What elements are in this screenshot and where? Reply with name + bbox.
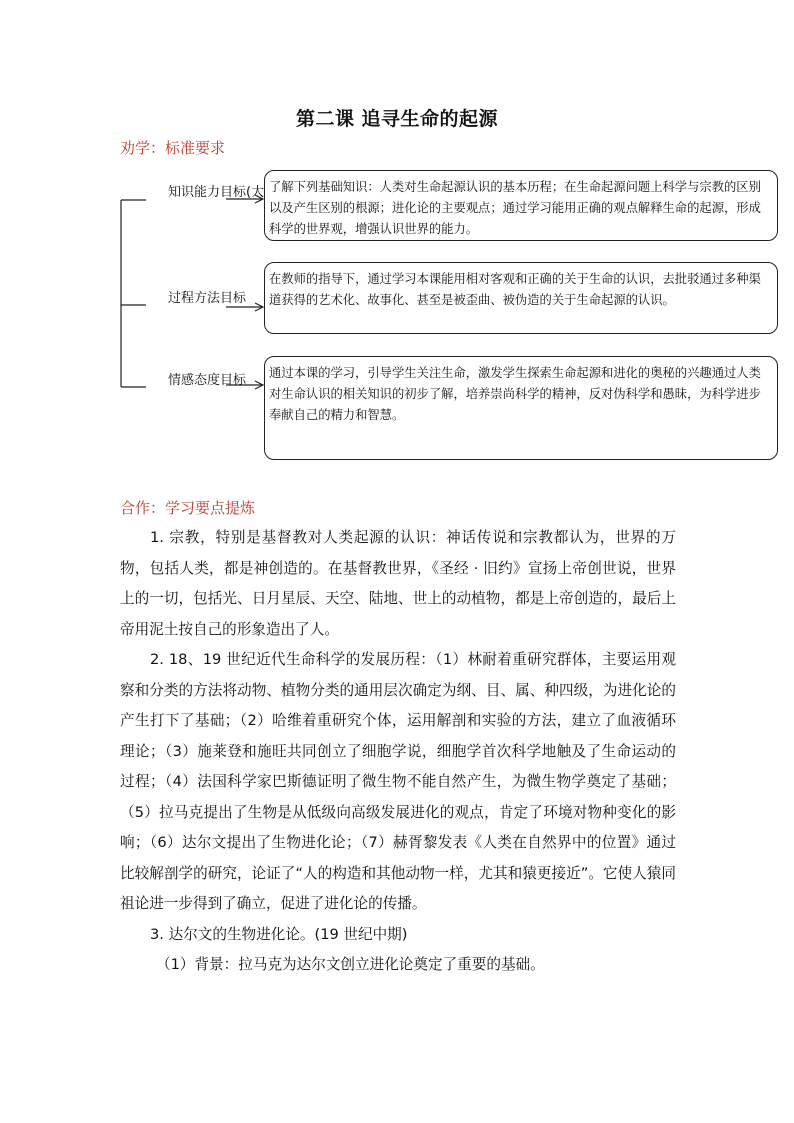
paragraph-background: （1）背景：拉马克为达尔文创立进化论奠定了重要的基础。 bbox=[156, 956, 545, 973]
section-heading-key-points: 合作：学习要点提炼 bbox=[120, 499, 256, 517]
goal-box-attitude: 通过本课的学习，引导学生关注生命，激发学生探索生命起源和进化的奥秘的兴趣通过人类对生命认识的相关知识的初步了解，培养崇尚科学的精神，反对伪科学和愚昧，为科学进步奉献自己的精力和智慧。 bbox=[264, 356, 778, 460]
paragraph-darwin-heading: 3. 达尔文的生物进化论。(19 世纪中期) bbox=[150, 925, 408, 943]
page-title: 第二课 追寻生命的起源 bbox=[295, 108, 499, 130]
goal-label-attitude: 情感态度目标 bbox=[168, 373, 247, 388]
goal-box-knowledge: 了解下列基础知识：人类对生命起源认识的基本历程；在生命起源问题上科学与宗教的区别以及产生区别的根源；进化论的主要观点；通过学习能用正确的观点解释生命的起源，形成科学的世界观，增强认识世界的能力。 bbox=[264, 170, 778, 241]
paragraph-religion: 1. 宗教，特别是基督教对人类起源的认识：神话传说和宗教都认为，世界的万物，包括人类，都是神创造的。在基督教世界，《圣经 · 旧约》宣扬上帝创世说，世界上的一切，包括光、日月星辰、天空、陆地、世上的动植物，都是上帝创造的，最后上帝用泥土按自己的形象造出了人。 bbox=[120, 529, 676, 638]
goal-label-process: 过程方法目标 bbox=[168, 291, 247, 306]
key-points-body bbox=[120, 523, 676, 981]
section-heading-standards: 劝学：标准要求 bbox=[120, 139, 226, 157]
arrow-head-attitude bbox=[255, 381, 263, 389]
paragraph-life-science-history: 2. 18、19 世纪近代生命科学的发展历程：（1）林耐着重研究群体，主要运用观察和分类的方法将动物、植物分类的通用层次确定为纲、目、属、种四级，为进化论的产生打下了基础；（2）哈维着重研究个体，运用解剖和实验的方法，建立了血液循环理论；（3）施莱登和施旺共同创立了细胞学说，细胞学首次科学地触及了生命运动的过程；（4）法国科学家巴斯德证明了微生物不能自然产生，为微生物学奠定了基础；（5）拉马克提出了生物是从低级向高级发展进化的观点，肯定了环境对物种变化的影响；（6）达尔文提出了生物进化论；（7）赫胥黎发表《人类在自然界中的位置》通过比较解剖学的研究，论证了“人的构造和其他动物一样，尤其和猿更接近”。它使人猿同祖论进一步得到了确立，促进了进化论的传播。 bbox=[120, 651, 676, 912]
arrow-head-process bbox=[255, 303, 263, 311]
goal-label-knowledge: 知识能力目标(大 bbox=[168, 185, 264, 200]
goal-box-process: 在教师的指导下，通过学习本课能用相对客观和正确的关于生命的认识，去批驳通过多种渠道获得的艺术化、故事化、甚至是被歪曲、被伪造的关于生命起源的认识。 bbox=[264, 262, 778, 334]
